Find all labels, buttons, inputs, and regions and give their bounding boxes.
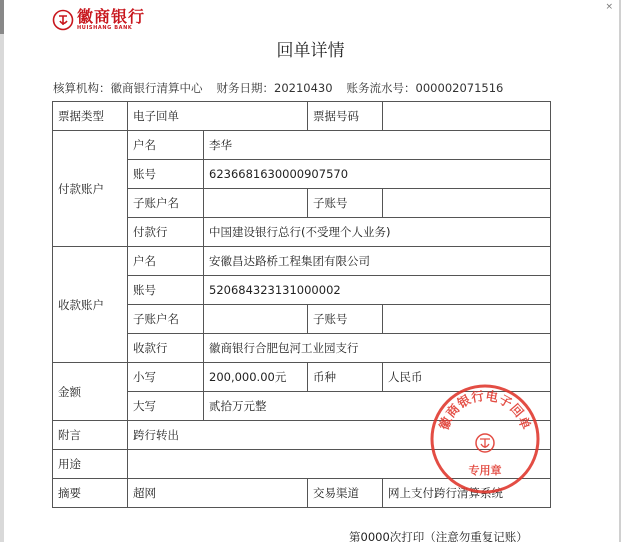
bill-no-label: 票据号码	[308, 102, 383, 131]
serial-value: 000002071516	[415, 81, 504, 95]
org-value: 徽商银行清算中心	[110, 81, 203, 95]
remark-label: 附言	[53, 421, 128, 450]
payer-name-label: 户名	[128, 131, 204, 160]
amount-big-label: 大写	[128, 392, 204, 421]
amount-big-value: 贰拾万元整	[204, 392, 551, 421]
channel-label: 交易渠道	[308, 479, 383, 508]
payee-group-label: 收款账户	[53, 247, 128, 363]
table-row	[53, 160, 551, 189]
amount-small-value: 200,000.00元	[204, 363, 308, 392]
currency-label: 币种	[308, 363, 383, 392]
payer-sub-no-value	[383, 189, 551, 218]
scroll-marker	[0, 0, 4, 34]
date-label: 财务日期：	[216, 81, 274, 95]
bank-logo	[52, 8, 145, 31]
summary-value: 超网	[128, 479, 308, 508]
remark-value: 跨行转出	[128, 421, 551, 450]
amount-group-label: 金额	[53, 363, 128, 421]
bill-type-value: 电子回单	[128, 102, 308, 131]
electronic-seal-stamp	[429, 383, 541, 495]
table-row	[53, 189, 551, 218]
receipt-meta	[53, 80, 503, 96]
bill-type-label: 票据类型	[53, 102, 128, 131]
bill-no-value	[383, 102, 551, 131]
org-label: 核算机构：	[53, 81, 111, 95]
table-row	[53, 218, 551, 247]
payer-bank-label: 付款行	[128, 218, 204, 247]
page-title: 回单详情	[276, 41, 345, 61]
payer-account-value: 6236681630000907570	[204, 160, 551, 189]
payer-account-label: 账号	[128, 160, 204, 189]
channel-value: 网上支付跨行清算系统	[383, 479, 551, 508]
payer-bank-value: 中国建设银行总行(不受理个人业务)	[204, 218, 551, 247]
payee-sub-name-label: 子账户名	[128, 305, 204, 334]
currency-value: 人民币	[383, 363, 551, 392]
bank-name: 徽商银行	[77, 7, 146, 26]
payee-name-label: 户名	[128, 247, 204, 276]
seal-bottom-text: 专用章	[468, 464, 502, 477]
seal-arc-text: 徽商银行电子回单	[436, 387, 534, 432]
payee-bank-value: 徽商银行合肥包河工业园支行	[204, 334, 551, 363]
payee-sub-no-value	[383, 305, 551, 334]
payee-bank-label: 收款行	[128, 334, 204, 363]
payer-group-label: 付款账户	[53, 131, 128, 247]
table-row	[53, 102, 551, 131]
payee-account-value: 520684323131000002	[204, 276, 551, 305]
summary-label: 摘要	[53, 479, 128, 508]
payee-name-value: 安徽昌达路桥工程集团有限公司	[204, 247, 551, 276]
bank-name-en: HUISHANG BANK	[77, 25, 133, 31]
payee-account-label: 账号	[128, 276, 204, 305]
payer-name-value: 李华	[204, 131, 551, 160]
payer-sub-name-value	[204, 189, 308, 218]
svg-text:徽商银行电子回单	[436, 388, 534, 432]
payee-sub-no-label: 子账号	[308, 305, 383, 334]
table-row	[53, 305, 551, 334]
table-row	[53, 334, 551, 363]
payee-sub-name-value	[204, 305, 308, 334]
table-row	[53, 276, 551, 305]
table-row	[53, 131, 551, 160]
print-count-note: 第0000次打印（注意勿重复记账）	[349, 530, 528, 542]
close-icon[interactable]: ×	[605, 2, 613, 12]
serial-label: 账务流水号：	[346, 81, 416, 95]
date-value: 20210430	[274, 81, 333, 95]
viewer-left-border	[0, 0, 4, 542]
purpose-label: 用途	[53, 450, 128, 479]
payer-sub-no-label: 子账号	[308, 189, 383, 218]
amount-small-label: 小写	[128, 363, 204, 392]
payer-sub-name-label: 子账户名	[128, 189, 204, 218]
table-row	[53, 247, 551, 276]
bank-emblem-icon	[52, 9, 74, 31]
